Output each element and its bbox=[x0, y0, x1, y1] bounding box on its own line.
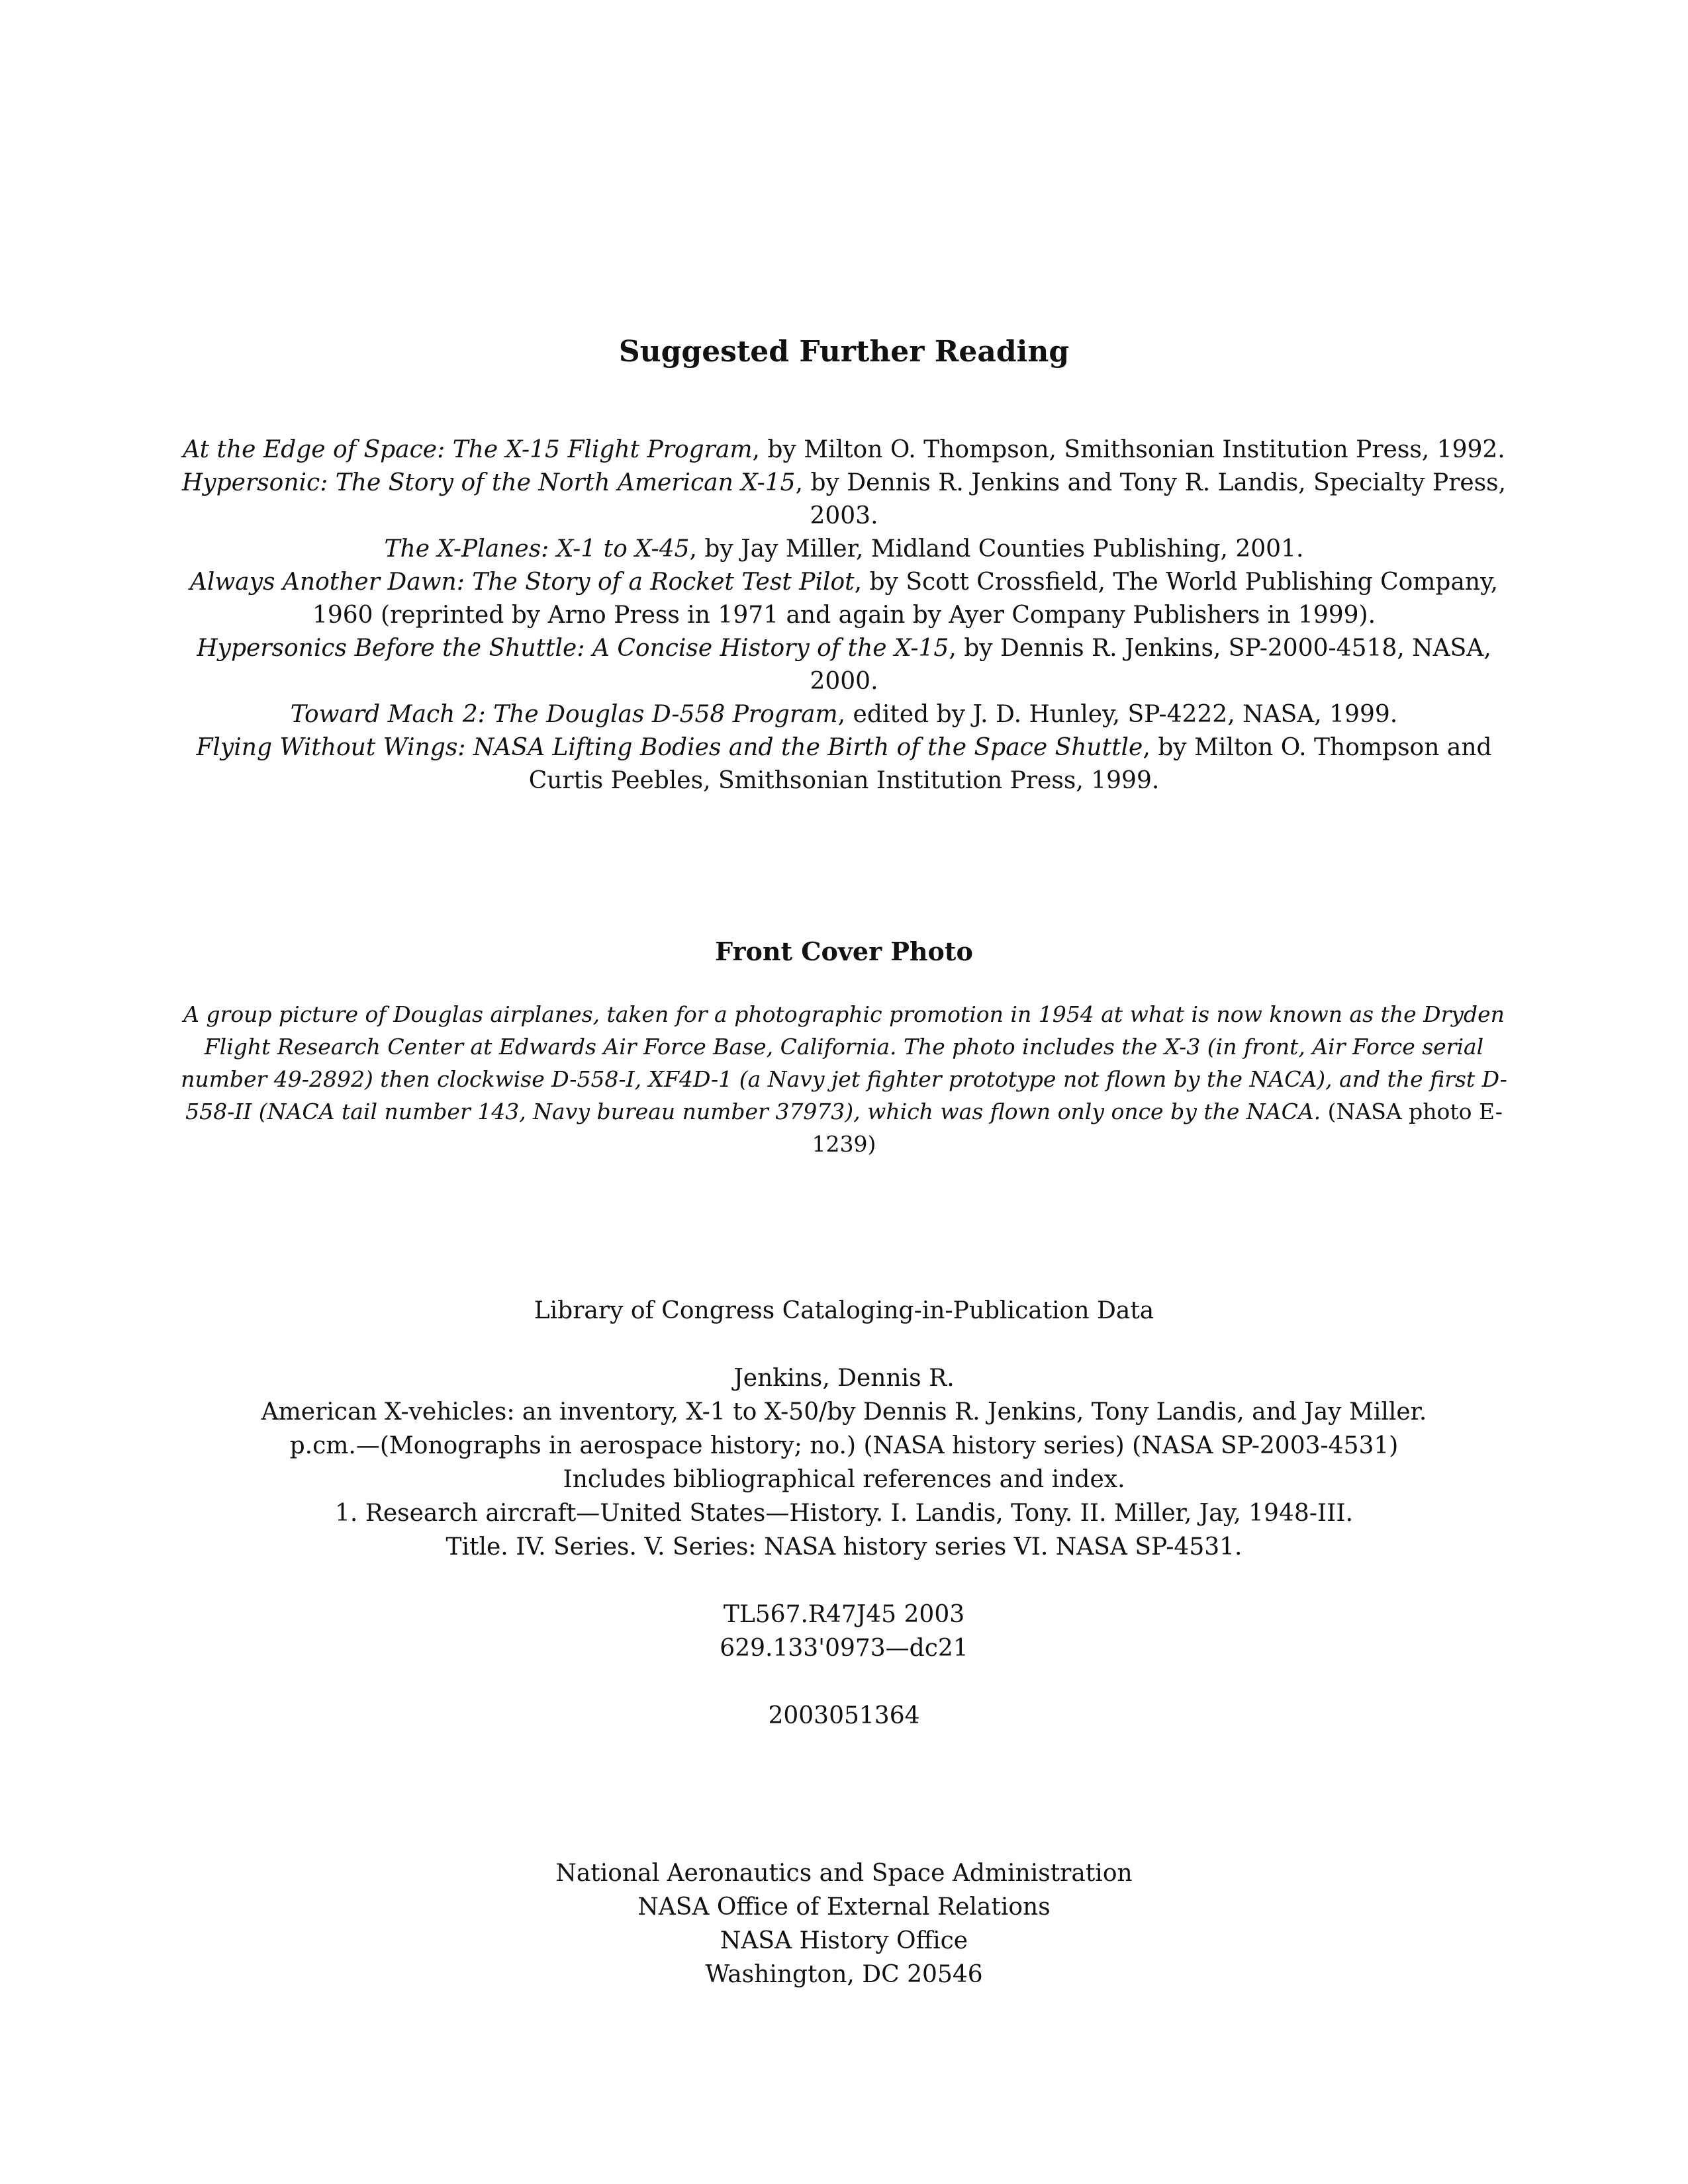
publisher-line: National Aeronautics and Space Administration bbox=[555, 1860, 1133, 1887]
reading-entry bbox=[165, 731, 1523, 797]
cip-line: Includes bibliographical references and index. bbox=[563, 1466, 1125, 1493]
cip-line: p.cm.—(Monographs in aerospace history; no.) (NASA history series) (NASA SP-2003-4531) bbox=[289, 1432, 1399, 1459]
cataloging-data bbox=[165, 1294, 1523, 1733]
cip-lccn: 2003051364 bbox=[768, 1702, 920, 1729]
book-details: , by Milton O. Thompson, Smithsonian Institution Press, 1992. bbox=[752, 436, 1505, 463]
publisher-line: Washington, DC 20546 bbox=[705, 1961, 983, 1988]
book-details: , edited by J. D. Hunley, SP-4222, NASA, 1999. bbox=[837, 701, 1398, 728]
cip-call-number: TL567.R47J45 2003 bbox=[723, 1601, 965, 1628]
book-title: At the Edge of Space: The X-15 Flight Program bbox=[183, 436, 753, 463]
book-details: , by Dennis R. Jenkins and Tony R. Landis, Specialty Press, 2003. bbox=[795, 469, 1507, 529]
cip-line: Title. IV. Series. V. Series: NASA history series VI. NASA SP-4531. bbox=[445, 1533, 1243, 1561]
cover-photo-heading: Front Cover Photo bbox=[715, 936, 973, 966]
cip-heading: Library of Congress Cataloging-in-Publication Data bbox=[534, 1297, 1154, 1324]
reading-entry bbox=[165, 433, 1523, 467]
reading-entry bbox=[165, 698, 1523, 731]
publisher-line: NASA History Office bbox=[720, 1927, 968, 1954]
book-details: , by Jay Miller, Midland Counties Publishing, 2001. bbox=[689, 535, 1304, 563]
reading-entry bbox=[165, 467, 1523, 533]
book-details: , by Scott Crossfield, The World Publishing Company, 1960 (reprinted by Arno Press in 1971 and again by Ayer Company Publishers in 1999). bbox=[312, 569, 1499, 629]
spacer bbox=[165, 1564, 1523, 1598]
cip-line: American X-vehicles: an inventory, X-1 to X-50/by Dennis R. Jenkins, Tony Landis, and Jay Miller. bbox=[261, 1398, 1427, 1426]
book-title: Always Another Dawn: The Story of a Rocket Test Pilot bbox=[189, 569, 855, 596]
reading-entry bbox=[165, 632, 1523, 698]
publisher-address bbox=[165, 1856, 1523, 1991]
spacer bbox=[165, 1328, 1523, 1361]
reading-entry bbox=[165, 533, 1523, 566]
publisher-line: NASA Office of External Relations bbox=[637, 1893, 1051, 1921]
cip-line: 1. Research aircraft—United States—History. I. Landis, Tony. II. Miller, Jay, 1948-III. bbox=[334, 1500, 1354, 1527]
spacer bbox=[165, 1665, 1523, 1699]
book-title: Hypersonics Before the Shuttle: A Concise History of the X-15 bbox=[197, 635, 949, 662]
caption-text: A group picture of Douglas airplanes, taken for a photographic promotion in 1954 at what is now known as the Dryden Flight Research Center at Edwards Air Force Base, California. The photo includes the X-3 (in front, Air Force serial number 49-2892) then clockwise D-558-I, XF4D-1 (a Navy jet fighter prototype not flown by the NACA), and the first D-558-II (NACA tail number 143, Navy bureau number 37973), which was flown only once by the NACA. bbox=[181, 1001, 1507, 1124]
book-title: Hypersonic: The Story of the North American X-15 bbox=[181, 469, 796, 496]
cip-author: Jenkins, Dennis R. bbox=[733, 1365, 955, 1392]
cover-photo-caption bbox=[165, 998, 1523, 1160]
book-title: Toward Mach 2: The Douglas D-558 Program bbox=[290, 701, 838, 728]
photo-credit: (NASA photo E-1239) bbox=[812, 1099, 1503, 1157]
further-reading-heading: Suggested Further Reading bbox=[618, 335, 1070, 369]
reading-entry bbox=[165, 566, 1523, 632]
book-details: , by Milton O. Thompson and Curtis Peebles, Smithsonian Institution Press, 1999. bbox=[528, 734, 1492, 794]
book-details: , by Dennis R. Jenkins, SP-2000-4518, NASA, 2000. bbox=[810, 635, 1491, 695]
cip-dewey: 629.133'0973—dc21 bbox=[720, 1635, 968, 1662]
further-reading-list bbox=[165, 433, 1523, 797]
book-title: The X-Planes: X-1 to X-45 bbox=[384, 535, 690, 563]
book-title: Flying Without Wings: NASA Lifting Bodies and the Birth of the Space Shuttle bbox=[196, 734, 1143, 761]
